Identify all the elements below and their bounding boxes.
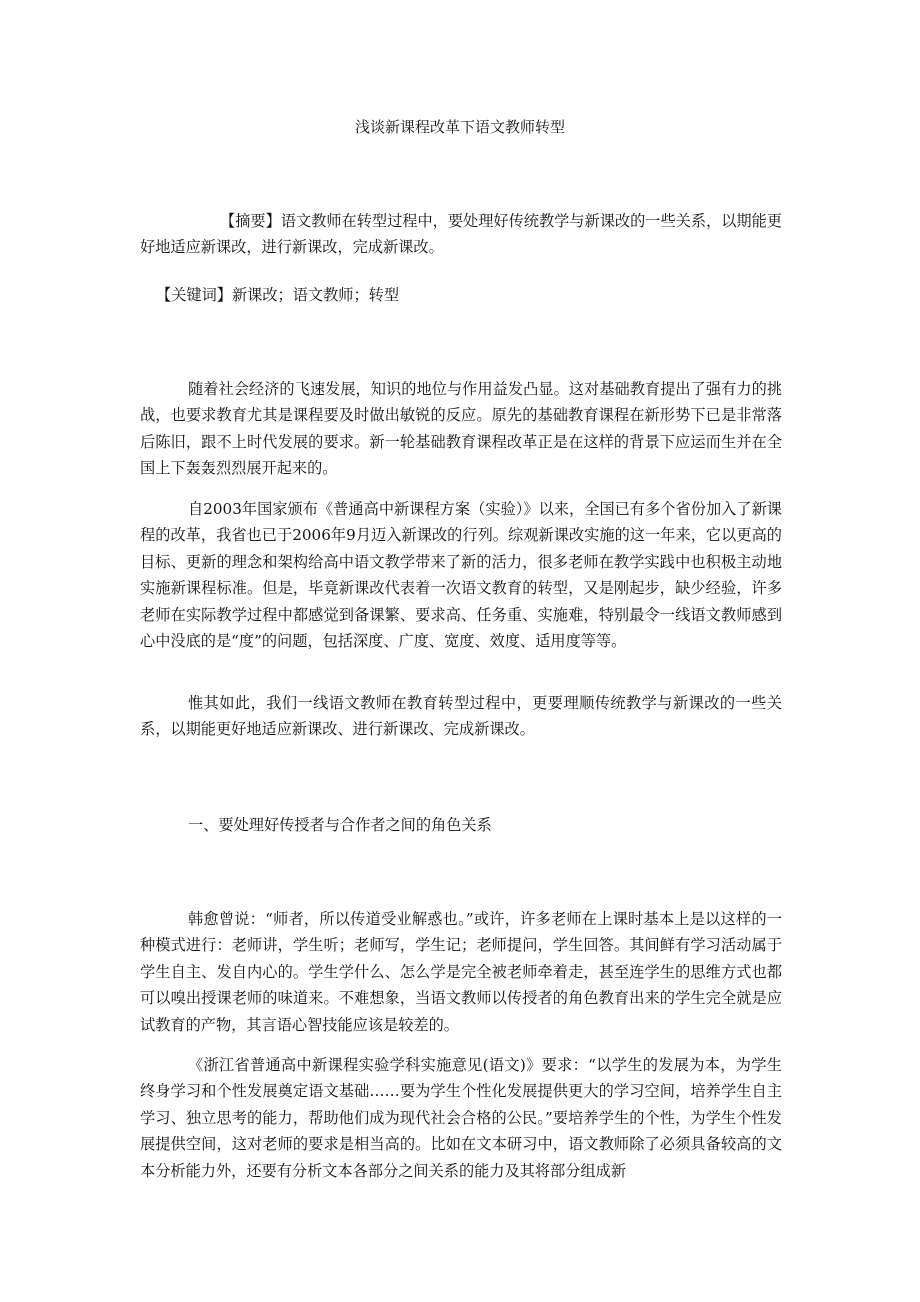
keywords-line: 【关键词】新课改；语文教师；转型	[156, 286, 399, 304]
body-paragraph-3: 惟其如此，我们一线语文教师在教育转型过程中，更要理顺传统教学与新课改的一些关系，以期能更好地适应新课改、进行新课改、完成新课改。	[140, 694, 782, 739]
document-title: 浅谈新课程改革下语文教师转型	[354, 118, 565, 136]
section-paragraph-2: 《浙江省普通高中新课程实验学科实施意见(语文)》要求：“以学生的发展为本，为学生终身学习和个性发展奠定语文基础……要为学生个性化发展提供更大的学习空间，培养学生自主学习、独立思考的能力，帮助他们成为现代社会合格的公民。”要培养学生的个性，为学生个性发展提供空间，这对老师的要求是相当高的。比如在文本研习中，语文教师除了必须具备较高的文本分析能力外，还要有分析文本各部分之间关系的能力及其将部分组成新	[140, 1056, 782, 1180]
body-paragraph-1: 随着社会经济的飞速发展，知识的地位与作用益发凸显。这对基础教育提出了强有力的挑战，也要求教育尤其是课程要及时做出敏锐的反应。原先的基础教育课程在新形势下已是非常落后陈旧，跟不上时代发展的要求。新一轮基础教育课程改革正是在这样的背景下应运而生并在全国上下轰轰烈烈展开起来的。	[140, 380, 782, 478]
section-paragraph-1: 韩愈曾说：“师者，所以传道受业解惑也。”或许，许多老师在上课时基本上是以这样的一种模式进行：老师讲，学生听；老师写，学生记；老师提问，学生回答。其间鲜有学习活动属于学生自主、发自内心的。学生学什么、怎么学是完全被老师牵着走，甚至连学生的思维方式也都可以嗅出授课老师的味道来。不难想象，当语文教师以传授者的角色教育出来的学生完全就是应试教育的产物，其言语心智技能应该是较差的。	[140, 910, 782, 1034]
section-heading: 一、要处理好传授者与合作者之间的角色关系	[188, 816, 492, 834]
body-paragraph-2: 自2003年国家颁布《普通高中新课程方案（实验）》以来，全国已有多个省份加入了新课程的改革，我省也已于2006年9月迈入新课改的行列。综观新课改实施的这一年来，它以更高的目标、更新的理念和架构给高中语文教学带来了新的活力，很多老师在教学实践中也积极主动地实施新课程标准。但是，毕竟新课改代表着一次语文教育的转型，又是刚起步，缺少经验，许多老师在实际教学过程中都感觉到备课繁、要求高、任务重、实施难，特别最令一线语文教师感到心中没底的是“度”的问题，包括深度、广度、宽度、效度、适用度等等。	[140, 500, 782, 651]
abstract-paragraph: 【摘要】语文教师在转型过程中，要处理好传统教学与新课改的一些关系，以期能更好地适应新课改，进行新课改，完成新课改。	[140, 212, 782, 257]
